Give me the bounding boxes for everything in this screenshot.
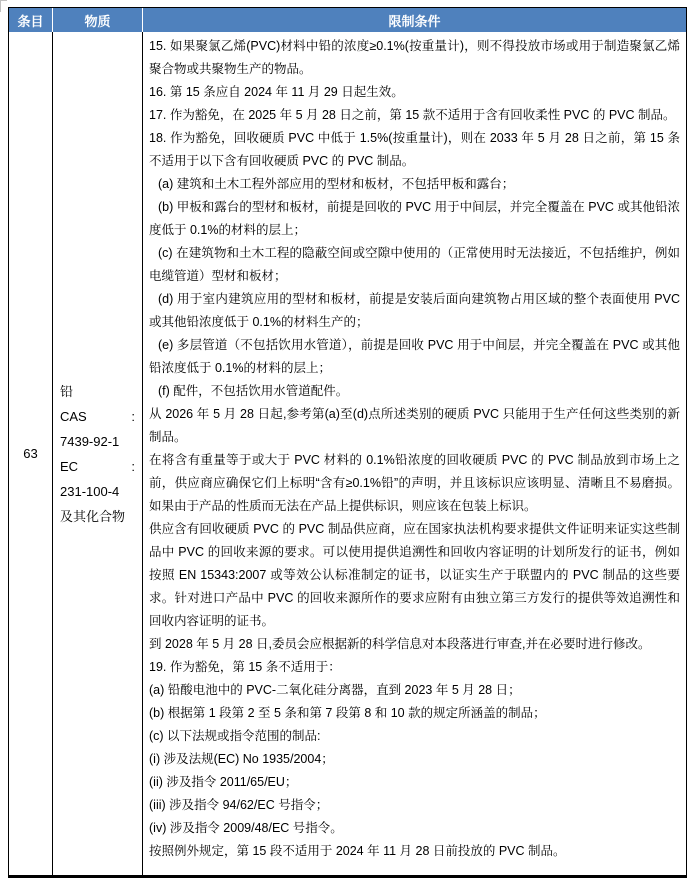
restriction-paragraph: (b) 甲板和露台的型材和板材，前提是回收的 PVC 用于中间层，并完全覆盖在 PVC 或其他铅浓度低于 0.1%的材料的层上； — [149, 200, 680, 237]
substance-ec-row — [60, 454, 135, 479]
restriction-paragraph: 在将含有重量等于或大于 PVC 材料的 0.1%铅浓度的回收硬质 PVC 的 PVC 制品放到市场上之前，供应商应确保它们上标明“含有≥0.1%铅”的声明，并且该标识应该明显、清晰且不易磨损。如果由于产品的性质而无法在产品上提供标识，则应该在包装上标识。 — [149, 453, 680, 513]
restriction-paragraph: (ii) 涉及指令 2011/65/EU； — [149, 775, 298, 789]
substance-name: 铅 — [60, 383, 74, 399]
header-cell-restriction: 限制条件 — [388, 13, 441, 29]
restriction-paragraph: 17. 作为豁免，在 2025 年 5 月 28 日之前，第 15 款不适用于含有回收柔性 PVC 的 PVC 制品。 — [149, 108, 676, 122]
restriction-paragraph: (iv) 涉及指令 2009/48/EC 号指令。 — [149, 821, 343, 835]
table-header-row — [9, 8, 686, 32]
restriction-paragraph: (c) 以下法规或指令范围的制品: — [149, 729, 321, 743]
restriction-paragraph: (i) 涉及法规(EC) No 1935/2004； — [149, 752, 334, 766]
restriction-paragraph: 15. 如果聚氯乙烯(PVC)材料中铅的浓度≥0.1%(按重量计)，则不得投放市场或用于制造聚氯乙烯聚合物或共聚物生产的物品。 — [149, 39, 680, 76]
cas-label: CAS — [60, 408, 87, 424]
restriction-cell — [143, 32, 686, 875]
restriction-table — [8, 7, 687, 878]
cas-colon: : — [131, 408, 135, 424]
cas-number: 7439-92-1 — [60, 433, 120, 449]
restriction-paragraph: 16. 第 15 条应自 2024 年 11 月 29 日起生效。 — [149, 85, 404, 99]
restriction-paragraph: (b) 根据第 1 段第 2 至 5 条和第 7 段第 8 和 10 款的规定所涵盖的制品； — [149, 706, 546, 720]
restriction-paragraph: 19. 作为豁免，第 15 条不适用于： — [149, 660, 341, 674]
restriction-paragraph: (e) 多层管道（不包括饮用水管道），前提是回收 PVC 用于中间层，并完全覆盖在 PVC 或其他铅浓度低于 0.1%的材料的层上； — [149, 338, 680, 375]
restriction-paragraph: (d) 用于室内建筑应用的型材和板材，前提是安装后面向建筑物占用区域的整个表面使用 PVC 或其他铅浓度低于 0.1%的材料生产的； — [149, 292, 680, 329]
restriction-paragraph: (a) 铅酸电池中的 PVC-二氧化硅分离器，直到 2023 年 5 月 28 日； — [149, 683, 521, 697]
restriction-paragraph: 供应含有回收硬质 PVC 的 PVC 制品供应商，应在国家执法机构要求提供文件证明来证实这些制品中 PVC 的回收来源的要求。可以使用提供追溯性和回收内容证明的计划所发行的证书，例如按照 EN 15343:2007 或等效公认标准制定的证书，以证实生产于联盟内的 PVC 制品的这些要求。针对进口产品中 PVC 的回收来源所作的要求应附有由独立第三方发行的提供等效追溯性和回收内容证明的证书。 — [149, 522, 680, 628]
restriction-paragraph: (c) 在建筑物和土木工程的隐蔽空间或空隙中使用的（正常使用时无法接近，不包括维护，例如电缆管道）型材和板材； — [149, 246, 680, 283]
page-corner-mark — [0, 0, 7, 12]
restriction-paragraph: 18. 作为豁免，回收硬质 PVC 中低于 1.5%(按重量计)，则在 2033 年 5 月 28 日之前，第 15 条不适用于以下含有回收硬质 PVC 的 PVC 制品。 — [149, 131, 680, 168]
substance-cas-row — [60, 404, 135, 429]
restriction-paragraph: (a) 建筑和土木工程外部应用的型材和板材，不包括甲板和露台； — [158, 177, 515, 191]
item-number-cell — [9, 32, 53, 875]
restriction-paragraph: 按照例外规定，第 15 段不适用于 2024 年 11 月 28 日前投放的 PVC 制品。 — [149, 844, 566, 858]
restriction-paragraph: 到 2028 年 5 月 28 日,委员会应根据新的科学信息对本段落进行审查,并在必要时进行修改。 — [149, 637, 651, 651]
ec-colon: : — [131, 458, 135, 474]
substance-suffix: 及其化合物 — [60, 508, 126, 524]
restriction-paragraph: (f) 配件，不包括饮用水管道配件。 — [158, 384, 349, 398]
restriction-paragraph: (iii) 涉及指令 94/62/EC 号指令； — [149, 798, 329, 812]
header-cell-item: 条目 — [9, 8, 53, 32]
substance-cell — [53, 32, 143, 875]
ec-number: 231-100-4 — [60, 483, 120, 499]
item-number: 63 — [23, 446, 38, 461]
table-row — [9, 32, 686, 875]
header-cell-substance: 物质 — [53, 8, 143, 32]
ec-label: EC — [60, 458, 79, 474]
restriction-paragraph: 从 2026 年 5 月 28 日起,参考第(a)至(d)点所述类别的硬质 PVC 只能用于生产任何这些类别的新制品。 — [149, 407, 680, 444]
